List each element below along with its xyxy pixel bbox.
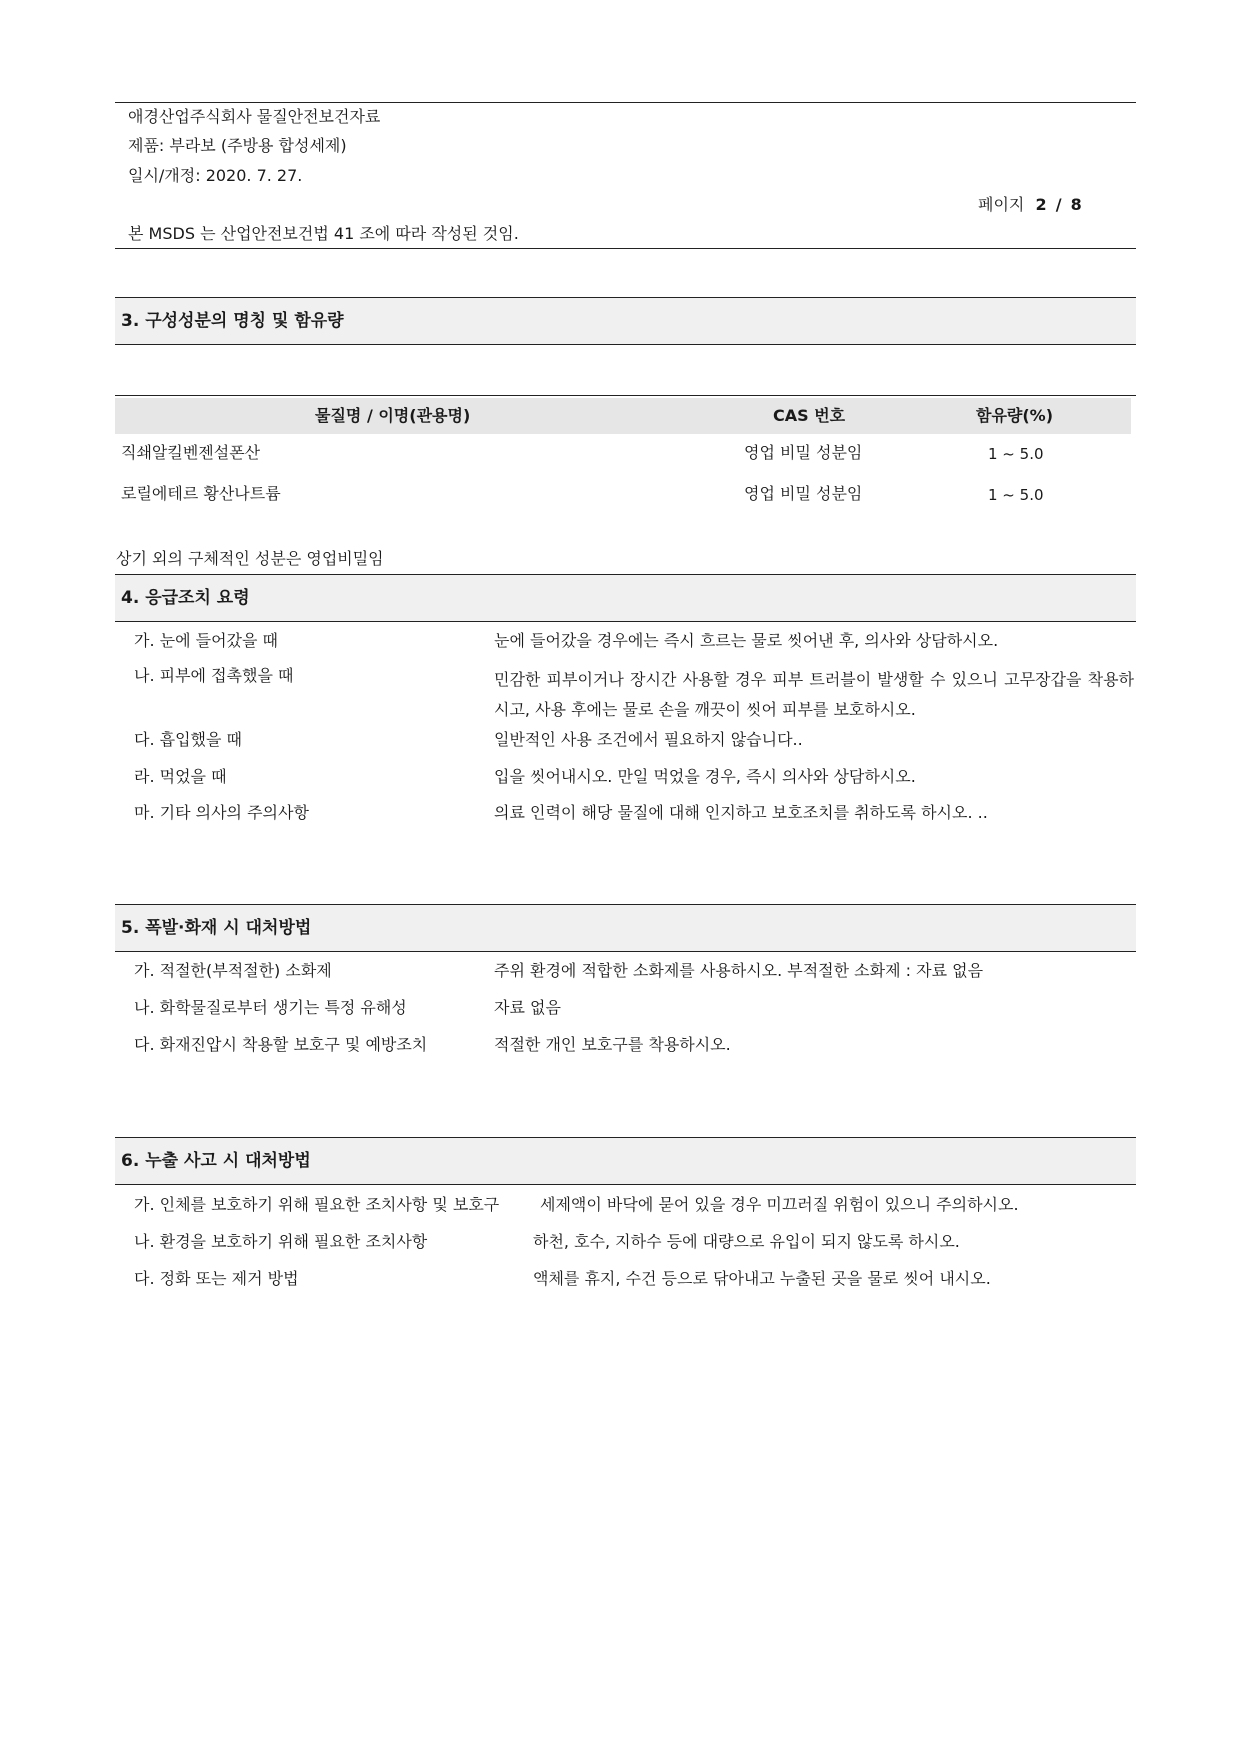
section-5-title: 5. 폭발·화재 시 대처방법	[121, 918, 312, 938]
section-5-header	[115, 904, 1136, 952]
col-header-substance: 물질명 / 이명(관용명)	[315, 406, 471, 425]
section-4-title: 4. 응급조치 요령	[121, 588, 250, 608]
col-header-cas: CAS 번호	[773, 406, 846, 425]
header-top-rule	[115, 102, 1136, 103]
item-value: 세제액이 바닥에 묻어 있을 경우 미끄러질 위험이 있으니 주의하시오.	[540, 1195, 1019, 1214]
composition-note: 상기 외의 구체적인 성분은 영업비밀임	[116, 549, 384, 568]
page-current: 2	[1035, 195, 1047, 214]
item-value: 일반적인 사용 조건에서 필요하지 않습니다..	[494, 730, 803, 749]
date-line: 일시/개정: 2020. 7. 27.	[128, 166, 303, 185]
item-value: 적절한 개인 보호구를 착용하시오.	[494, 1035, 731, 1054]
item-value: 액체를 휴지, 수건 등으로 닦아내고 누출된 곳을 물로 씻어 내시오.	[533, 1269, 991, 1288]
section-6-header	[115, 1137, 1136, 1185]
product-line: 제품: 부라보 (주방용 합성세제)	[128, 136, 347, 155]
cell-cas: 영업 비밀 성분임	[744, 443, 863, 462]
section-6-title: 6. 누출 사고 시 대처방법	[121, 1151, 311, 1171]
item-label: 마. 기타 의사의 주의사항	[134, 803, 309, 822]
section-4-header	[115, 574, 1136, 622]
msds-notice: 본 MSDS 는 산업안전보건법 41 조에 따라 작성된 것임.	[128, 224, 519, 243]
item-label: 다. 흡입했을 때	[134, 730, 242, 749]
item-label: 나. 화학물질로부터 생기는 특정 유해성	[134, 998, 407, 1017]
section-3-title: 3. 구성성분의 명칭 및 함유량	[121, 311, 344, 331]
item-label: 나. 피부에 접촉했을 때	[134, 666, 294, 685]
composition-table-top-rule	[115, 395, 1136, 396]
item-value: 의료 인력이 해당 물질에 대해 인지하고 보호조치를 취하도록 하시오. ..	[494, 803, 988, 822]
item-label: 가. 인체를 보호하기 위해 필요한 조치사항 및 보호구	[134, 1195, 500, 1214]
section-3-header	[115, 297, 1136, 345]
page-prefix: 페이지	[978, 195, 1025, 214]
item-value: 눈에 들어갔을 경우에는 즉시 흐르는 물로 씻어낸 후, 의사와 상담하시오.	[494, 631, 999, 650]
col-header-content: 함유량(%)	[976, 406, 1054, 425]
cell-substance: 직쇄알킬벤젠설폰산	[121, 443, 261, 462]
header-bottom-rule	[115, 248, 1136, 249]
item-label: 가. 눈에 들어갔을 때	[134, 631, 278, 650]
item-label: 다. 화재진압시 착용할 보호구 및 예방조치	[134, 1035, 428, 1054]
item-value: 자료 없음	[494, 998, 561, 1017]
company-line: 애경산업주식회사 물질안전보건자료	[128, 107, 381, 126]
item-value: 하천, 호수, 지하수 등에 대량으로 유입이 되지 않도록 하시오.	[533, 1232, 960, 1251]
item-value: 입을 씻어내시오. 만일 먹었을 경우, 즉시 의사와 상담하시오.	[494, 767, 916, 786]
cell-content: 1 ~ 5.0	[988, 486, 1044, 504]
item-label: 나. 환경을 보호하기 위해 필요한 조치사항	[134, 1232, 428, 1251]
item-label: 다. 정화 또는 제거 방법	[134, 1269, 299, 1288]
cell-cas: 영업 비밀 성분임	[744, 484, 863, 503]
page-sep: /	[1055, 195, 1062, 214]
page-indicator	[978, 194, 1082, 216]
item-label: 라. 먹었을 때	[134, 767, 227, 786]
item-value: 민감한 피부이거나 장시간 사용할 경우 피부 트러블이 발생할 수 있으니 고무장갑을 착용하시고, 사용 후에는 물로 손을 깨끗이 씻어 피부를 보호하시오.	[494, 670, 1134, 719]
composition-table-header	[115, 398, 1131, 434]
cell-content: 1 ~ 5.0	[988, 445, 1044, 463]
cell-substance: 로릴에테르 황산나트륨	[121, 484, 281, 503]
item-label: 가. 적절한(부적절한) 소화제	[134, 961, 332, 980]
page-total: 8	[1070, 195, 1082, 214]
item-value: 주위 환경에 적합한 소화제를 사용하시오. 부적절한 소화제 : 자료 없음	[494, 961, 984, 980]
